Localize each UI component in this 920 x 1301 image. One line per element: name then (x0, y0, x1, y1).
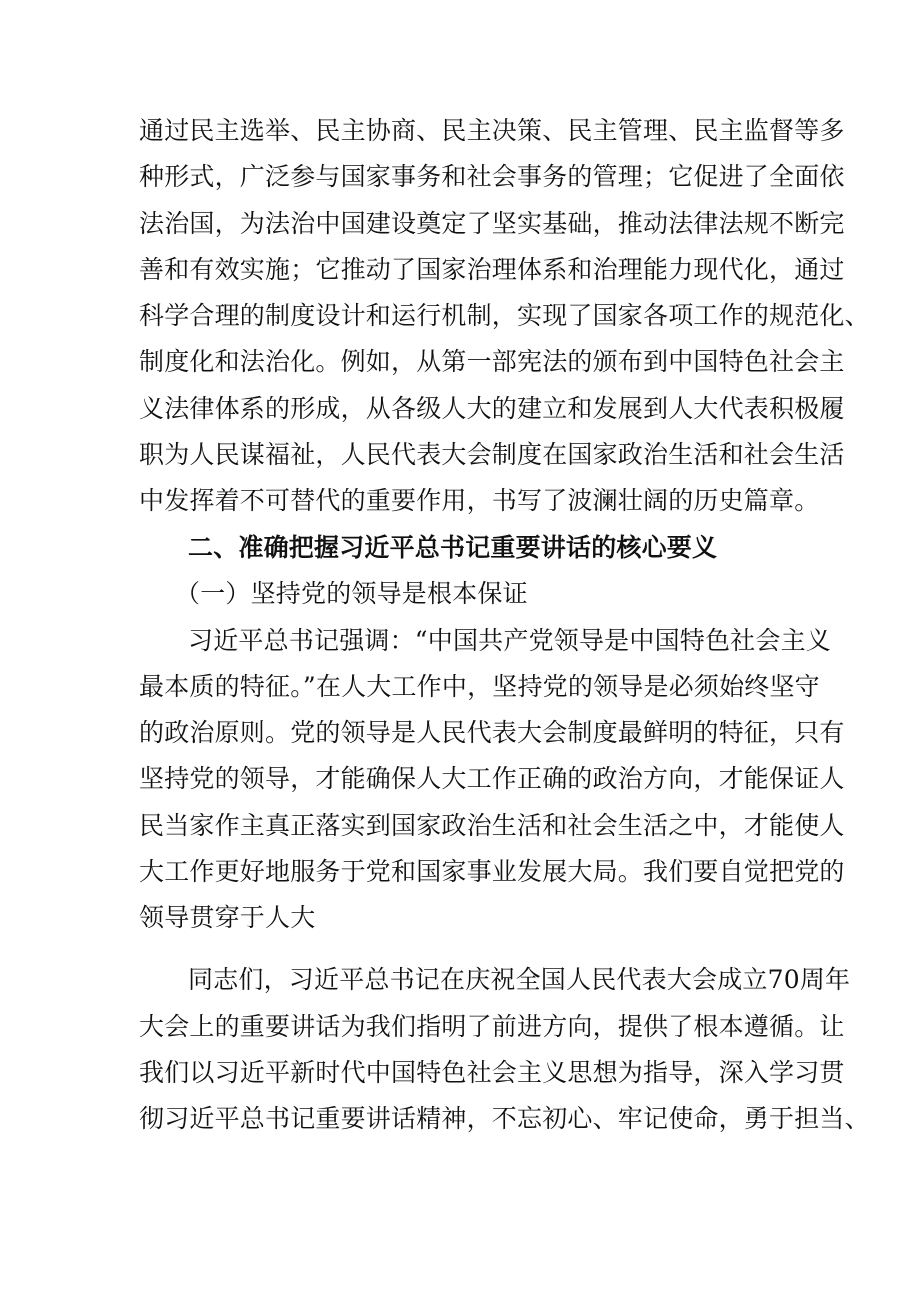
paragraph-line: 领导贯穿于人大 (139, 903, 316, 932)
paragraph-line: 大会上的重要讲话为我们指明了前进方向，提供了根本遵循。让 (139, 1012, 845, 1041)
subsection-heading: （一）坚持党的领导是根本保证 (175, 579, 528, 608)
paragraph-line: 科学合理的制度设计和运行机制，实现了国家各项工作的规范化、 (139, 301, 870, 330)
paragraph-line: 善和有效实施；它推动了国家治理体系和治理能力现代化，通过 (139, 255, 845, 284)
paragraph-line: 习近平总书记强调：“中国共产党领导是中国特色社会主义 (188, 626, 831, 655)
paragraph-line: 最本质的特征。”在人大工作中，坚持党的领导是必须始终坚守 (139, 672, 820, 701)
paragraph-line: 职为人民谋福祉，人民代表大会制度在国家政治生活和社会生活 (139, 440, 845, 469)
paragraph-line: 大工作更好地服务于党和国家事业发展大局。我们要自觉把党的 (139, 857, 845, 886)
paragraph-line: 制度化和法治化。例如，从第一部宪法的颁布到中国特色社会主 (139, 347, 845, 376)
paragraph-line: 义法律体系的形成，从各级人大的建立和发展到人大代表积极履 (139, 394, 845, 423)
paragraph-line: 通过民主选举、民主协商、民主决策、民主管理、民主监督等多 (139, 116, 845, 145)
section-heading: 二、准确把握习近平总书记重要讲话的核心要义 (188, 533, 718, 562)
paragraph-line: 中发挥着不可替代的重要作用，书写了波澜壮阔的历史篇章。 (139, 486, 820, 515)
paragraph-line: 民当家作主真正落实到国家政治生活和社会生活之中，才能使人 (139, 811, 845, 840)
paragraph-line: 同志们，习近平总书记在庆祝全国人民代表大会成立70周年 (188, 965, 851, 994)
paragraph-line: 我们以习近平新时代中国特色社会主义思想为指导，深入学习贯 (139, 1058, 845, 1087)
paragraph-line: 的政治原则。党的领导是人民代表大会制度最鲜明的特征，只有 (139, 718, 845, 747)
paragraph-line: 法治国，为法治中国建设奠定了坚实基础，推动法律法规不断完 (139, 209, 845, 238)
paragraph-line: 坚持党的领导，才能确保人大工作正确的政治方向，才能保证人 (139, 764, 845, 793)
paragraph-line: 彻习近平总书记重要讲话精神，不忘初心、牢记使命，勇于担当、 (139, 1104, 870, 1133)
paragraph-line: 种形式，广泛参与国家事务和社会事务的管理；它促进了全面依 (139, 162, 845, 191)
